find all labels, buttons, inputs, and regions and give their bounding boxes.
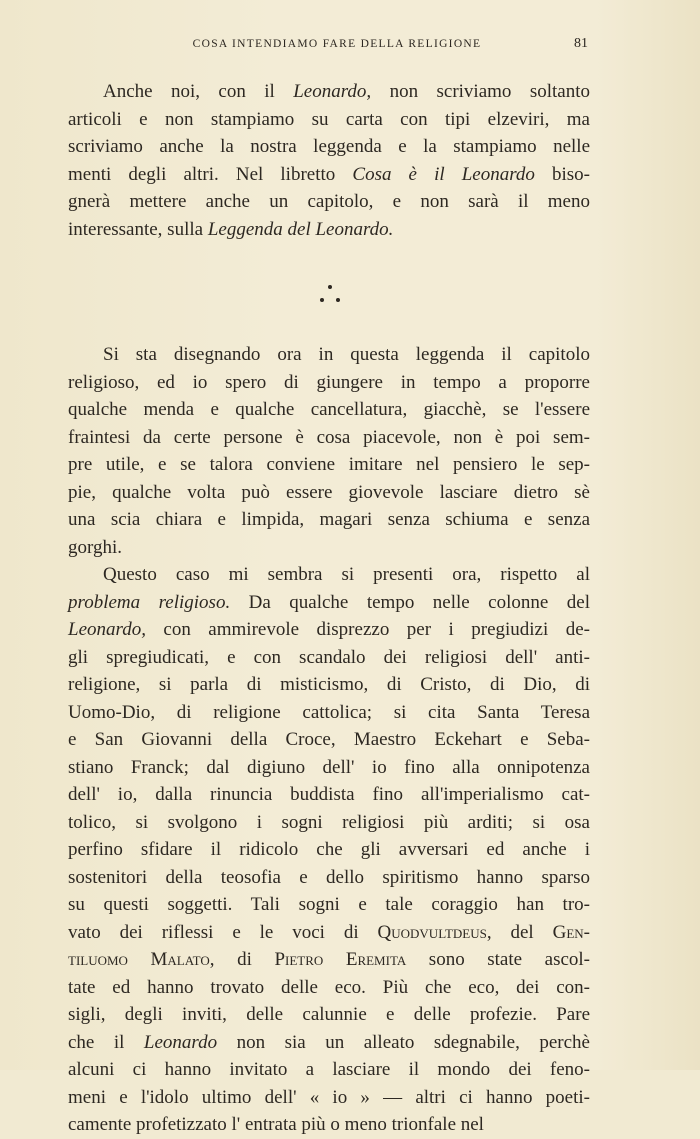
text-line: religione, si parla di misticismo, di Cristo, di Dio, di (68, 674, 590, 695)
italic-text: Cosa è il Leonardo (352, 163, 535, 185)
text-line: una scia chiara e limpida, magari senza schiuma e senza (68, 509, 590, 530)
small-caps-name: Pietro Eremita (274, 949, 407, 970)
text-line: interessante, sulla Leggenda del Leonardo. (68, 218, 394, 240)
body-text (68, 78, 590, 1139)
page-header (100, 36, 588, 52)
text-line: problema religioso. Da qualche tempo nelle colonne del (68, 591, 590, 613)
italic-text: Leonardo (143, 1031, 218, 1053)
paragraph-3 (68, 561, 590, 1139)
text-line: tiluomo Malato, di Pietro Eremita sono state ascol- (68, 949, 591, 970)
separator-dot (328, 285, 332, 289)
text-line: Leonardo, con ammirevole disprezzo per i pregiudizi de- (68, 619, 590, 640)
text-line: su questi soggetti. Tali sogni e tale coraggio han tro- (68, 894, 590, 915)
text-line: dell' io, dalla rinuncia buddista fino all'imperialismo cat- (68, 784, 590, 805)
italic-text: problema religioso. (68, 591, 231, 613)
text-line: che il Leonardo non sia un alleato sdegnabile, perchè (68, 1031, 590, 1053)
separator-dot (336, 298, 340, 302)
text-line: vato dei riflessi e le voci di Quodvultdeus, del Gen- (68, 921, 590, 943)
small-caps-name: Quodvultdeus, (377, 921, 492, 943)
text-line: sostenitori della teosofia e dello spiritismo hanno sparso (68, 866, 590, 888)
page-number: 81 (574, 36, 588, 51)
section-separator (68, 243, 590, 341)
text-line: tolico, si svolgono i sogni religiosi più arditi; si osa (68, 811, 590, 833)
text-line: Si sta disegnando ora in questa leggenda il capitolo (103, 344, 590, 365)
text-line: e San Giovanni della Croce, Maestro Eckehart e Seba- (68, 729, 590, 750)
text-line: Anche noi, con il Leonardo, non scriviamo soltanto (103, 81, 590, 102)
text-line: qualche menda e qualche cancellatura, giacchè, se l'essere (68, 399, 590, 420)
text-line: gorghi. (68, 536, 123, 558)
text-line: meni e l'idolo ultimo dell' « io » — altri ci hanno poeti- (68, 1086, 590, 1108)
text-line: gli spregiudicati, e con scandalo dei religiosi dell' anti- (68, 646, 590, 668)
text-line: menti degli altri. Nel libretto Cosa è il Leonardo biso- (68, 163, 591, 185)
italic-text: Leonardo, (293, 81, 372, 102)
text-line: stiano Franck; dal digiuno dell' io fino alla onnipotenza (68, 756, 590, 778)
small-caps-name: tiluomo Malato, (68, 949, 215, 970)
text-line: scriviamo anche la nostra leggenda e la stampiamo nelle (68, 136, 590, 157)
italic-text: Leggenda del Leonardo. (207, 218, 394, 240)
paragraph-2 (68, 341, 590, 561)
small-caps-name: Gen- (552, 921, 590, 943)
text-line: Uomo-Dio, di religione cattolica; si cita Santa Teresa (68, 701, 590, 723)
text-line: sigli, degli inviti, delle calunnie e delle profezie. Pare (68, 1004, 590, 1025)
text-line: alcuni ci hanno invitato a lasciare il mondo dei feno- (68, 1059, 590, 1080)
text-line: fraintesi da certe persone è cosa piacevole, non è poi sem- (68, 426, 590, 448)
text-line: pie, qualche volta può essere giovevole lasciare dietro sè (68, 481, 590, 503)
paragraph-1 (68, 78, 590, 243)
separator-dot (320, 298, 324, 302)
italic-text: Leonardo, (68, 619, 146, 640)
text-line: articoli e non stampiamo su carta con tipi elzeviri, ma (68, 108, 590, 130)
text-line: religioso, ed io spero di giungere in tempo a proporre (68, 371, 590, 393)
text-line: tate ed hanno trovato delle eco. Più che eco, dei con- (68, 976, 590, 998)
text-line: camente profetizzato l' entrata più o meno trionfale nel (68, 1114, 484, 1135)
text-line: Questo caso mi sembra si presenti ora, rispetto al (103, 564, 590, 585)
text-line: gnerà mettere anche un capitolo, e non sarà il meno (68, 191, 590, 212)
running-title: COSA INTENDIAMO FARE DELLA RELIGIONE (192, 38, 482, 50)
text-line: pre utile, e se talora conviene imitare nel pensiero le sep- (68, 454, 590, 475)
text-line: perfino sfidare il ridicolo che gli avversari ed anche i (68, 839, 590, 860)
